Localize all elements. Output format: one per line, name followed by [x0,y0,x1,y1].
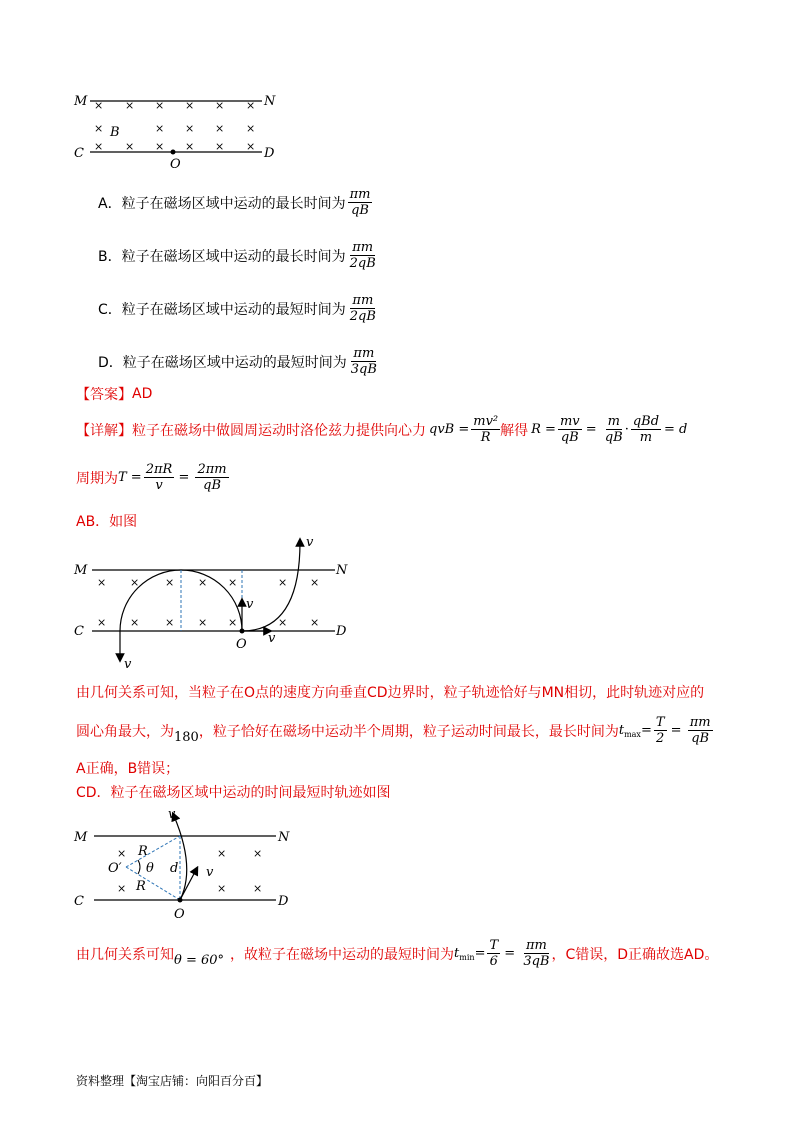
cd-paragraph: 由几何关系可知 θ = 60° ，故粒子在磁场中运动的最短时间为 t min = $\frac{T}{6}$ = $\frac{\pi m}{3qB}$ ，C错误，D正确故选AD。 [76,938,719,969]
label-N: N [336,563,348,578]
label-O: O [170,157,181,170]
svg-text:×: × [217,847,227,860]
svg-text:×: × [310,576,320,589]
label-R-bottom: R [136,879,146,894]
figure-2-diagram [70,530,360,670]
svg-text:×: × [278,576,288,589]
option-a: A．粒子在磁场区域中运动的最长时间为 $\frac{\pi m}{qB}$ [98,187,371,218]
label-C: C [74,894,84,909]
cd-heading: CD．粒子在磁场区域中运动的时间最短时轨迹如图 [76,785,391,801]
label-D: D [264,146,275,161]
footer-text: 资料整理【淘宝店铺：向阳百分百】 [76,1074,269,1088]
svg-text:×: × [94,122,104,135]
svg-text:×: × [215,122,225,135]
svg-text:×: × [246,99,256,112]
label-theta: θ [146,861,154,876]
label-v-top: v [306,535,314,550]
svg-text:×: × [185,122,195,135]
figure-3-diagram [70,804,310,924]
svg-text:×: × [198,576,208,589]
option-b: B．粒子在磁场区域中运动的最长时间为 $\frac{\pi m}{2qB}$ [98,240,376,271]
label-C: C [74,624,84,639]
svg-text:×: × [97,616,107,629]
svg-text:×: × [253,847,263,860]
label-B: B [110,125,120,140]
option-c: C．粒子在磁场区域中运动的最短时间为 $\frac{\pi m}{2qB}$ [98,293,376,324]
figure-1-diagram [70,90,290,170]
svg-text:×: × [130,616,140,629]
svg-text:×: × [155,122,165,135]
label-O: O [174,907,185,922]
label-v-bottom: v [206,865,214,880]
svg-text:×: × [165,616,175,629]
svg-text:×: × [165,576,175,589]
period-line: 周期为 T = $\frac{2\pi R}{v}$ = $\frac{2\pi m}{qB}$ [76,462,227,493]
svg-text:×: × [94,140,104,153]
svg-text:×: × [125,140,135,153]
svg-text:×: × [310,616,320,629]
svg-text:×: × [246,140,256,153]
svg-text:×: × [130,576,140,589]
svg-text:×: × [217,882,227,895]
label-M: M [74,830,88,845]
detail-line: 【详解】 粒子在磁场中做圆周运动时洛伦兹力提供向心力 qvB = $\frac{\text{mv²}}{R}$ 解得 R = $\frac{mv}{qB}$ = $\frac{m}{qB}$ · $\frac{\text{qBd}}{m}$ = d [76,414,688,445]
label-M: M [74,563,88,578]
svg-text:×: × [278,616,288,629]
ab-result: A正确，B错误； [76,761,180,777]
label-N: N [278,830,290,845]
label-v-top: v [168,807,176,822]
label-M: M [74,94,88,109]
svg-text:×: × [94,99,104,112]
label-R-top: R [138,844,148,859]
ab-paragraph-1: 由几何关系可知，当粒子在O点的速度方向垂直CD边界时，粒子轨迹恰好与MN相切，此时轨迹对应的 [76,685,705,701]
label-O: O [236,637,247,652]
answer-line: 【答案】 AD [76,386,153,403]
option-d: D．粒子在磁场区域中运动的最短时间为 $\frac{\pi m}{3qB}$ [98,346,377,377]
svg-text:×: × [215,99,225,112]
label-D: D [336,624,347,639]
svg-text:×: × [228,616,238,629]
label-d: d [170,861,179,876]
label-v-right: v [268,631,276,646]
label-v-mid: v [246,597,254,612]
svg-text:×: × [117,847,127,860]
ab-paragraph-2: 圆心角最大，为 180 ，粒子恰好在磁场中运动半个周期，粒子运动时间最长，最长时间为 t max = $\frac{T}{2}$ = $\frac{\pi m}{qB}$ [76,715,711,746]
svg-text:×: × [215,140,225,153]
svg-text:×: × [97,576,107,589]
label-D: D [278,894,289,909]
svg-text:×: × [125,99,135,112]
label-C: C [74,146,84,161]
svg-text:×: × [117,882,127,895]
label-v-left: v [124,657,132,670]
svg-text:×: × [246,122,256,135]
svg-text:×: × [185,140,195,153]
ab-heading: AB．如图 [76,514,138,530]
svg-text:×: × [198,616,208,629]
svg-text:×: × [253,882,263,895]
svg-text:×: × [228,576,238,589]
svg-text:×: × [155,140,165,153]
label-O-prime: O′ [108,861,122,876]
svg-text:×: × [185,99,195,112]
svg-text:×: × [155,99,165,112]
label-N: N [264,94,276,109]
